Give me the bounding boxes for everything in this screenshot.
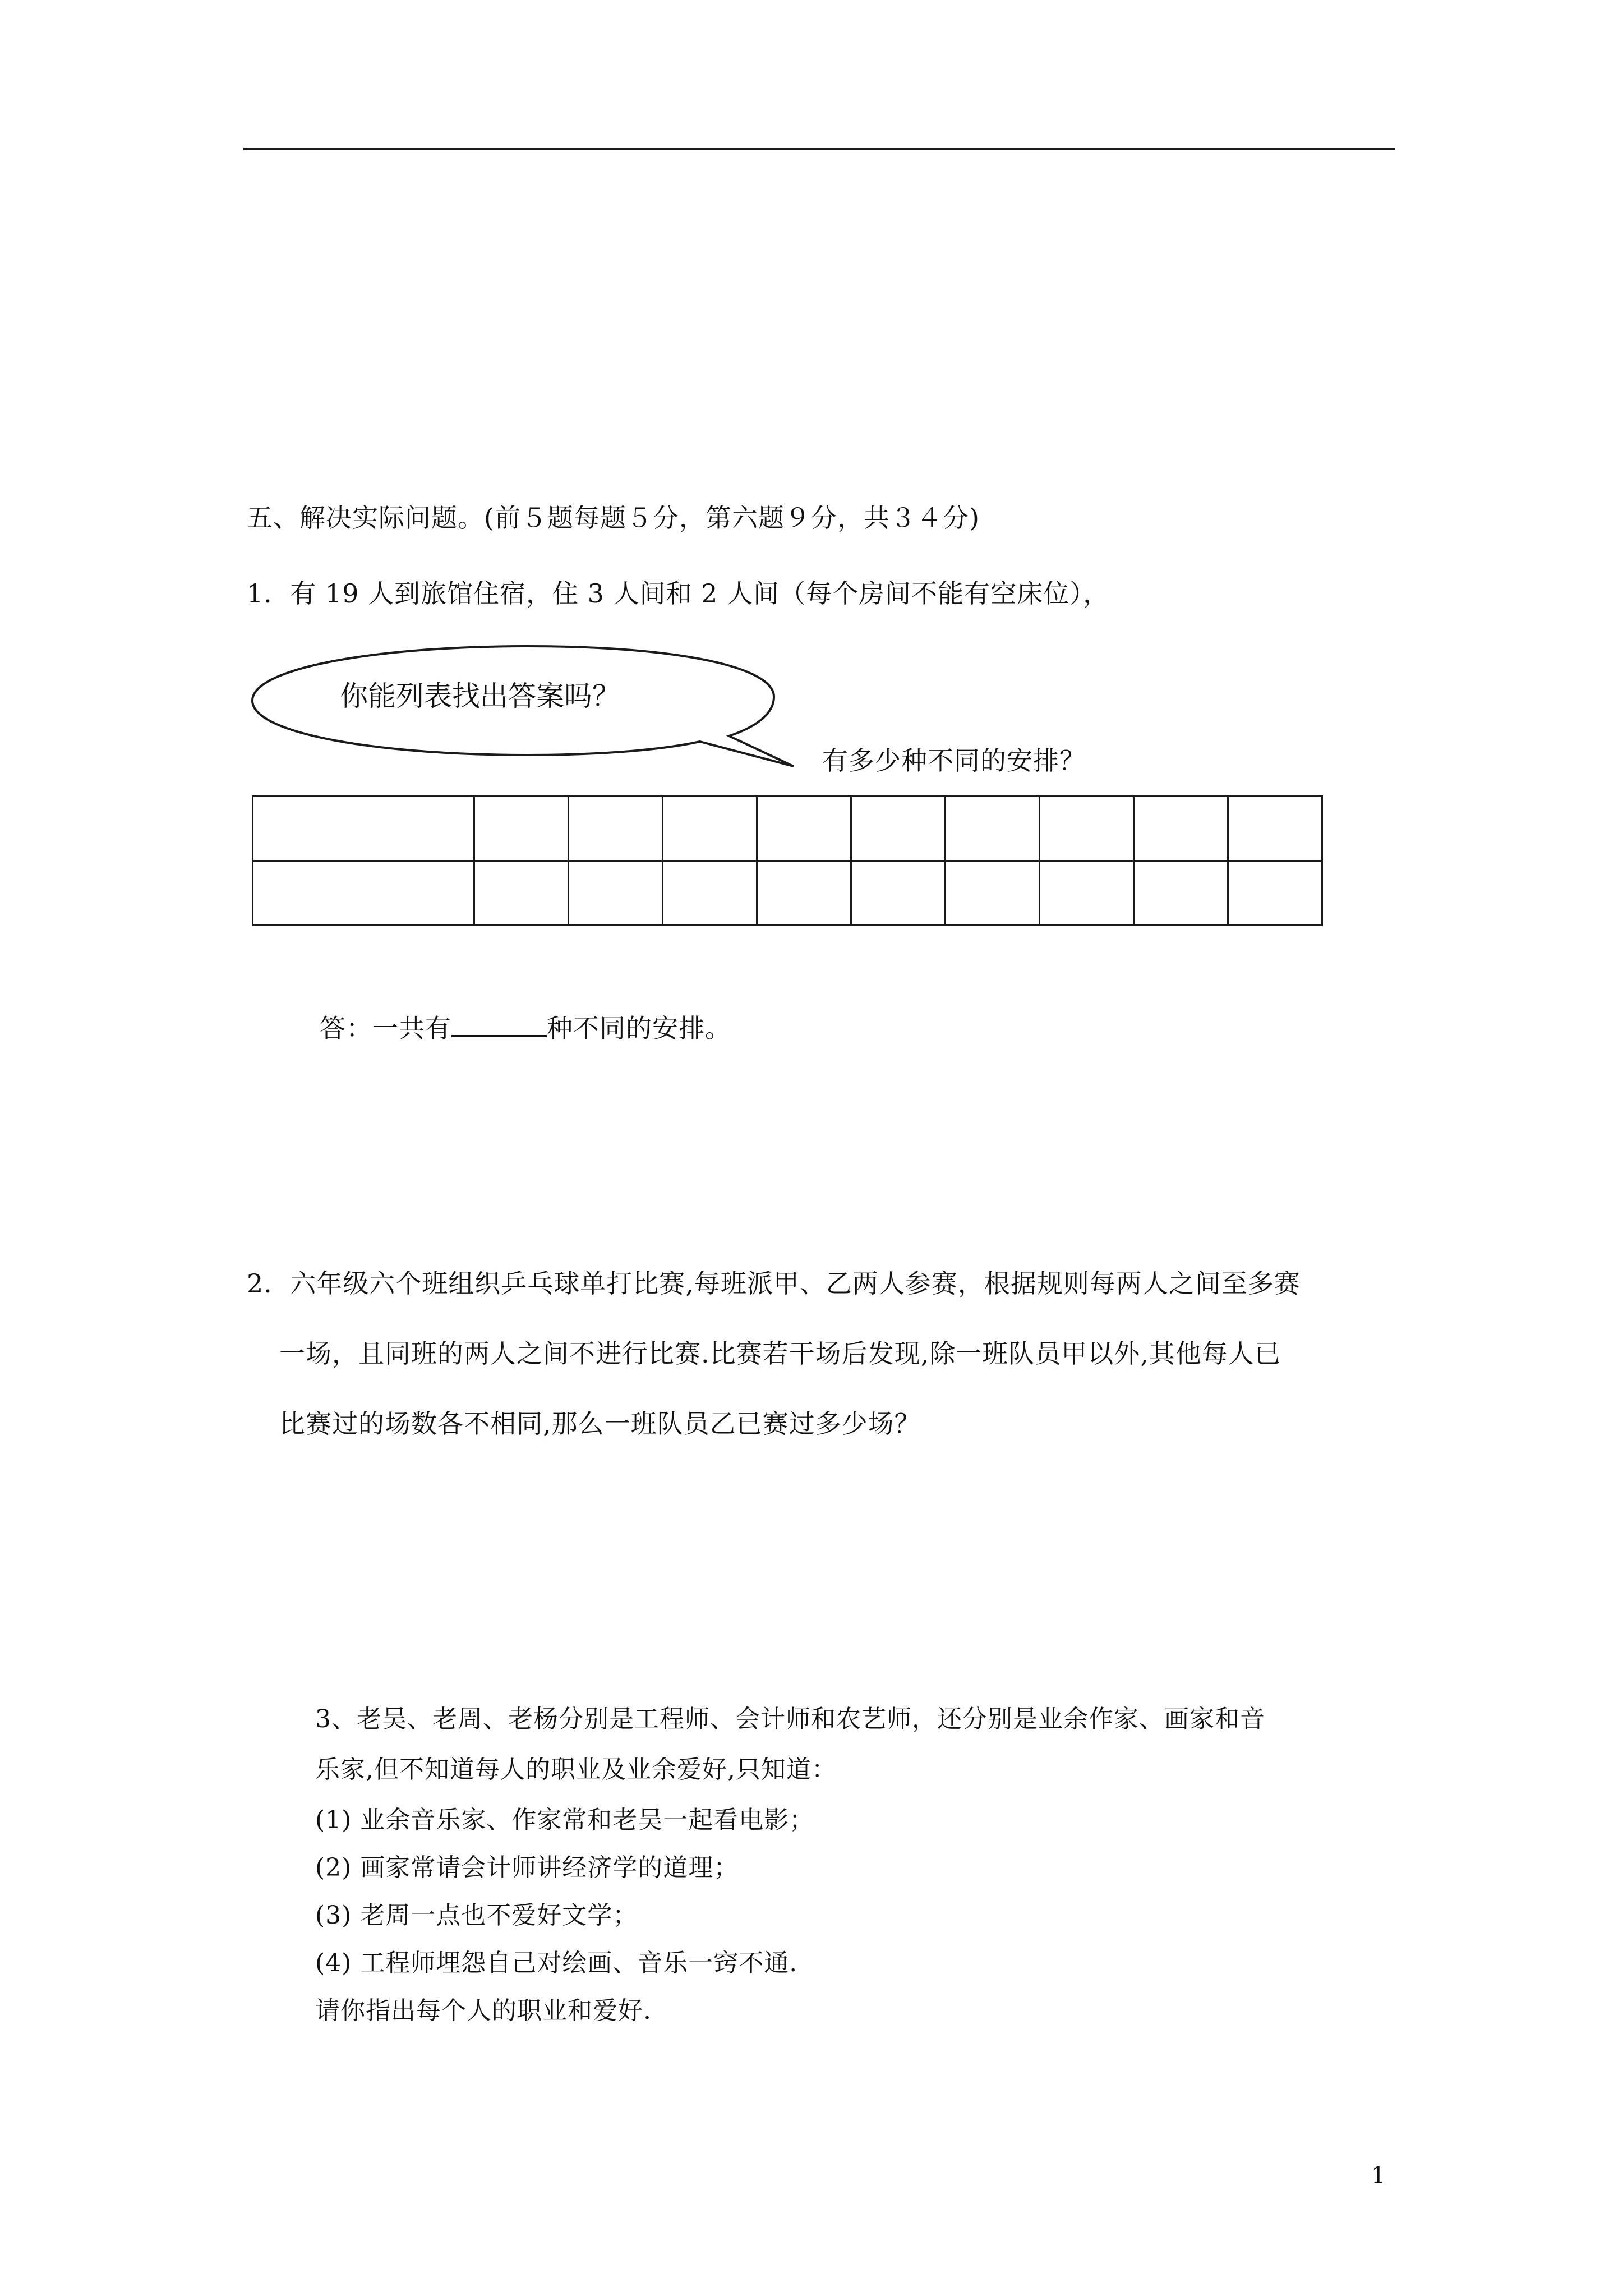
question-3-clue-3: (3) 老周一点也不爱好文学； [315,1901,638,1930]
question-2-line-1: 2．六年级六个班组织乒乓球单打比赛,每班派甲、乙两人参赛，根据规则每两人之间至多赛 [247,1268,1301,1299]
question-1-text: 1．有 19 人到旅馆住宿，住 3 人间和 2 人间（每个房间不能有空床位）， [247,578,1110,609]
question-3-clue-4: (4) 工程师埋怨自己对绘画、音乐一窍不通. [315,1949,798,1977]
answer-blank[interactable] [451,1013,547,1037]
question-3-clue-1: (1) 业余音乐家、作家常和老吴一起看电影； [315,1806,815,1834]
table-cell[interactable] [946,797,1040,861]
table-cell[interactable] [757,797,851,861]
header-rule [243,148,1395,150]
table-cell[interactable] [1228,797,1322,861]
table-cell[interactable] [1040,861,1134,926]
table-cell[interactable] [474,797,569,861]
table-cell[interactable] [663,861,757,926]
question-3-line-2: 乐家,但不知道每人的职业及业余爱好,只知道： [315,1755,837,1784]
table-cell[interactable] [851,861,946,926]
question-3-clue-2: (2) 画家常请会计师讲经济学的道理； [315,1853,739,1882]
table-cell[interactable] [1040,797,1134,861]
section-title: 五、解决实际问题。(前５题每题５分，第六题９分，共３４分) [247,503,980,533]
question-2-line-2: 一场，且同班的两人之间不进行比赛.比赛若干场后发现,除一班队员甲以外,其他每人已 [279,1338,1281,1369]
question-1-answer [320,1013,731,1041]
table-cell[interactable] [1228,861,1322,926]
table-cell[interactable] [851,797,946,861]
table-cell[interactable] [253,797,474,861]
answer-table [252,795,1323,926]
table-cell[interactable] [569,861,663,926]
question-3-line-1: 3、老吴、老周、老杨分别是工程师、会计师和农艺师，还分别是业余作家、画家和音 [315,1705,1265,1733]
table-cell[interactable] [757,861,851,926]
table-cell[interactable] [1134,797,1228,861]
answer-suffix: 种不同的安排。 [547,1013,731,1043]
question-1-subquestion: 有多少种不同的安排？ [822,746,1086,776]
table-cell[interactable] [569,797,663,861]
answer-prefix: 答：一共有 [320,1013,451,1043]
bubble-text: 你能列表找出答案吗？ [340,680,620,712]
table-cell[interactable] [1134,861,1228,926]
table-cell[interactable] [474,861,569,926]
page-number: 1 [1371,2162,1386,2188]
question-3-prompt: 请你指出每个人的职业和爱好. [315,1996,652,2025]
table-cell[interactable] [253,861,474,926]
question-2-line-3: 比赛过的场数各不相同,那么一班队员乙已赛过多少场？ [279,1409,921,1439]
table-cell[interactable] [946,861,1040,926]
table-row [253,861,1322,926]
table-cell[interactable] [663,797,757,861]
table-row [253,797,1322,861]
